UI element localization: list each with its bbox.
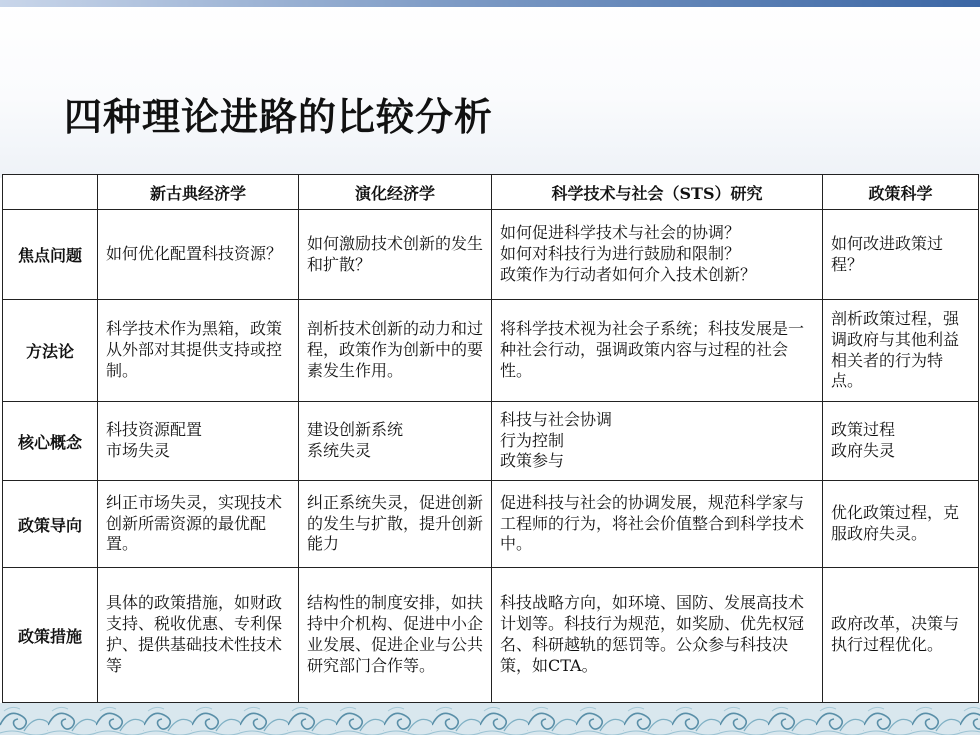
table-cell: 具体的政策措施，如财政支持、税收优惠、专利保护、提供基础技术性技术等	[98, 568, 299, 703]
table-cell: 建设创新系统 系统失灵	[299, 402, 492, 481]
wave-pattern-icon	[0, 703, 980, 735]
table-row	[3, 300, 979, 402]
table-cell: 结构性的制度安排，如扶持中介机构、促进中小企业发展、促进企业与公共研究部门合作等。	[299, 568, 492, 703]
slide-title: 四种理论进路的比较分析	[64, 95, 494, 139]
table-cell: 纠正系统失灵，促进创新的发生与扩散，提升创新能力	[299, 481, 492, 568]
table-cell: 科技与社会协调 行为控制 政策参与	[492, 402, 823, 481]
column-header-policy-science: 政策科学	[823, 175, 979, 210]
comparison-table	[2, 174, 979, 703]
table-cell: 如何促进科学技术与社会的协调？ 如何对科技行为进行鼓励和限制？ 政策作为行动者如何介入技术创新？	[492, 210, 823, 300]
table-cell: 剖析政策过程，强调政府与其他利益相关者的行为特点。	[823, 300, 979, 402]
table-row	[3, 402, 979, 481]
row-header: 焦点问题	[3, 210, 98, 300]
header-row	[3, 175, 979, 210]
table-cell: 如何改进政策过程？	[823, 210, 979, 300]
table-cell: 政策过程 政府失灵	[823, 402, 979, 481]
table-cell: 科技战略方向，如环境、国防、发展高技术计划等。科技行为规范，如奖励、优先权冠名、科研越轨的惩罚等。公众参与科技决策，如CTA。	[492, 568, 823, 703]
column-header-evolutionary: 演化经济学	[299, 175, 492, 210]
table-cell: 如何优化配置科技资源？	[98, 210, 299, 300]
row-header: 方法论	[3, 300, 98, 402]
row-header: 核心概念	[3, 402, 98, 481]
table-cell: 如何激励技术创新的发生和扩散？	[299, 210, 492, 300]
table-cell: 科学技术作为黑箱，政策从外部对其提供支持或控制。	[98, 300, 299, 402]
table-cell: 政府改革，决策与执行过程优化。	[823, 568, 979, 703]
top-accent-line	[0, 0, 980, 7]
corner-cell	[3, 175, 98, 210]
table-row	[3, 568, 979, 703]
row-header: 政策措施	[3, 568, 98, 703]
table-row	[3, 210, 979, 300]
table-cell: 促进科技与社会的协调发展，规范科学家与工程师的行为，将社会价值整合到科学技术中。	[492, 481, 823, 568]
column-header-neoclassical: 新古典经济学	[98, 175, 299, 210]
table-row	[3, 481, 979, 568]
column-header-sts: 科学技术与社会（STS）研究	[492, 175, 823, 210]
table-cell: 剖析技术创新的动力和过程，政策作为创新中的要素发生作用。	[299, 300, 492, 402]
decorative-wave-border	[0, 703, 980, 735]
table-cell: 纠正市场失灵，实现技术创新所需资源的最优配置。	[98, 481, 299, 568]
table-cell: 优化政策过程，克服政府失灵。	[823, 481, 979, 568]
row-header: 政策导向	[3, 481, 98, 568]
table-cell: 将科学技术视为社会子系统；科技发展是一种社会行动，强调政策内容与过程的社会性。	[492, 300, 823, 402]
table-cell: 科技资源配置 市场失灵	[98, 402, 299, 481]
